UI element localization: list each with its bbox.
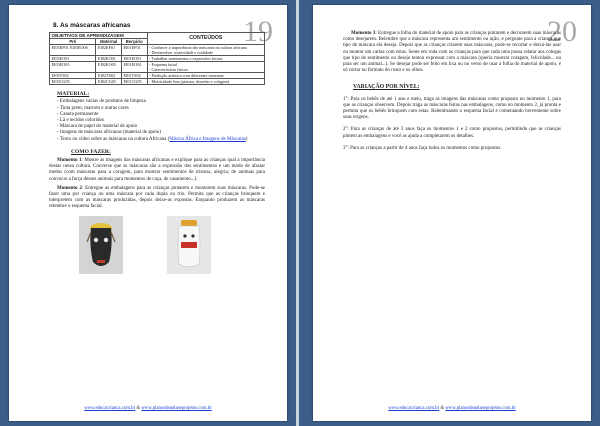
learning-objectives-table: [49, 32, 265, 85]
cell-bercario: EI01TS02: [121, 73, 147, 79]
moment-3-paragraph: [343, 31, 561, 74]
cell-pre: EI03TS02: [50, 73, 96, 79]
document-page-19: [9, 5, 287, 421]
material-text-end: ): [245, 136, 248, 142]
mask-photo-black: [79, 216, 123, 274]
list-item: - Embalagens vazias de produtos de limpeza: [57, 99, 146, 105]
objectives-header: OBJETIVOS DE APRENDIZAGEM: [50, 33, 148, 39]
cell-content: - Produção artística com diferentes materiais: [147, 73, 264, 79]
table-row: [50, 62, 265, 73]
cell-maternal: EI02EO05: [96, 62, 122, 73]
cell-content: - Conhecer a importância das máscaras na cultura africana - Desenvolver criatividade e oralidade: [147, 45, 264, 56]
cell-maternal: EI02EO01: [96, 56, 122, 62]
mask-photo-white: [167, 216, 211, 274]
footer-link-planos[interactable]: www.planosdeaulaseprojetos.com.br: [445, 406, 516, 411]
material-link[interactable]: Música África e Imagens de Máscaras: [169, 136, 246, 142]
variation-heading: VARIAÇÃO POR NÍVEL:: [353, 84, 420, 91]
moment-2-label: Momento 2: [57, 185, 82, 191]
document-page-20: [313, 5, 591, 421]
moment-2-text: : Entregue as embalagens para as crianças pintarem e montarem suas máscaras. Pode-se fazer uma por criança ou uma máscara por cada dupla ou trio. Permita que as crianças brinquem e interpretem com as máscaras produzidas, depois deixe-as expostas. Enquanto produzem as máscaras relembre o esquema facial.: [49, 185, 265, 210]
section-title: 8. As máscaras africanas: [53, 22, 131, 29]
list-item: [57, 137, 265, 143]
page-divider: [296, 0, 299, 426]
cell-bercario: EI01EF01: [121, 45, 147, 56]
material-heading: MATERIAL:: [57, 91, 90, 98]
list-item: - Caneta permanente: [57, 111, 99, 117]
cell-pre: EI03EF01 EI03EO06: [50, 45, 96, 56]
material-text: - Texto ou vídeo sobre as máscaras na cultura Africana (: [57, 136, 170, 142]
list-item: - Tinta preto, marrom e outras cores: [57, 105, 129, 111]
col-pre: Pré: [50, 39, 96, 45]
cell-bercario: EI01EO01: [121, 56, 147, 62]
table-row: [50, 79, 265, 85]
contents-header: CONTEÚDOS: [147, 33, 264, 45]
page-number: 19: [243, 15, 273, 48]
photos-row: [49, 216, 265, 276]
list-item: - Máscara de papel do material de apoio: [57, 124, 138, 130]
col-bercario: Berçário: [121, 39, 147, 45]
footer-amp: &: [439, 406, 446, 411]
footer-link-educacrianca[interactable]: www.educacrianca.com.br: [388, 406, 440, 411]
cell-content: - Trabalhar sentimentos e expressões faciais: [147, 56, 264, 62]
footer: [313, 406, 591, 411]
level-3-item: 3°: Para as crianças a partir de 4 anos faça todos os momentos como propostos.: [343, 145, 502, 151]
cell-maternal: EI02TS02: [96, 73, 122, 79]
materials-list: [57, 99, 265, 142]
cell-content: - Esquema facial - Características físicas: [147, 62, 264, 73]
level-1-item: 1°: Para os bebês de até 1 ano e meio, traga as imagens das máscaras como proposto no momento 1, para que as crianças observem. Depois traga as máscaras feitas nas embalagens, como no momento 2, já pronta e permita que os bebês brinquem com estas. Relembrando o esquema facial e comentando brevemente sobre suas origens.: [343, 96, 561, 121]
cell-bercario: EI01EO02: [121, 62, 147, 73]
level-2-item: 2°: Para as crianças de até 3 anos faça os momentos 1 e 2 como propostos, permitindo que as crianças pintem as embalagens e você as ajuda a completarem os detalhes.: [343, 127, 561, 139]
page-number: 20: [547, 15, 577, 48]
moment-2-paragraph: [49, 186, 265, 211]
cell-bercario: EI01CG05: [121, 79, 147, 85]
table-row: [50, 45, 265, 56]
moment-3-text: : Entregue a folha do material de apoio para as crianças pintarem e decorarem suas máscaras como desejarem. Relembre que a máscara representa um sentimento ou ação, e pergunte para a criança que tipo de máscara ela deseja. Depois que as crianças criarem suas máscaras, pode-se recortar e deixá-las usar ou montar um cartaz com estas. Sente em roda com as crianças para que cada uma possa relatar aos colegas que tipo de sentimento ou desejo tentou expressar com a máscara (queria mostrar coragem, felicidade... ou para ser um animal...). Se desejar pode ser feito em lixa ou no verso de usar a folha do material de apoio, é só cortar no formato do rosto e os olhos.: [343, 31, 561, 74]
moment-1-text: : Mostre as imagens das máscaras africanas e explique para as crianças qual a importância destas nessa cultura. Converse que as máscaras são a expressão dos sentimentos e um modo de afastar medos (com máscaras para a coragem, para mostrar sentimentos de tristeza, alegria; de animais para convocar a força desses animais para momentos de caça, de casamento...).: [49, 158, 265, 182]
footer: [9, 406, 287, 411]
cell-pre: EI03CG05: [50, 79, 96, 85]
how-to-heading: COMO FAZER:: [71, 148, 111, 155]
footer-link-planos[interactable]: www.planosdeaulaseprojetos.com.br: [141, 406, 212, 411]
moment-3-label: Momento 3: [351, 31, 376, 36]
cell-pre: EI03EO05: [50, 62, 96, 73]
list-item: - Imagens de máscaras africanas (material de apoio): [57, 130, 161, 136]
cell-maternal: EI02CG05: [96, 79, 122, 85]
col-maternal: Maternal: [96, 39, 122, 45]
cell-content: - Motricidade fina (pintura, desenho e colagem): [147, 79, 264, 85]
footer-amp: &: [135, 406, 142, 411]
list-item: - Lã e tecidos coloridos: [57, 118, 104, 124]
moment-1-label: Momento 1: [57, 158, 82, 164]
moment-1-paragraph: [49, 158, 265, 183]
footer-link-educacrianca[interactable]: www.educacrianca.com.br: [84, 406, 136, 411]
cell-pre: EI03EO01: [50, 56, 96, 62]
cell-maternal: EI02EF01: [96, 45, 122, 56]
